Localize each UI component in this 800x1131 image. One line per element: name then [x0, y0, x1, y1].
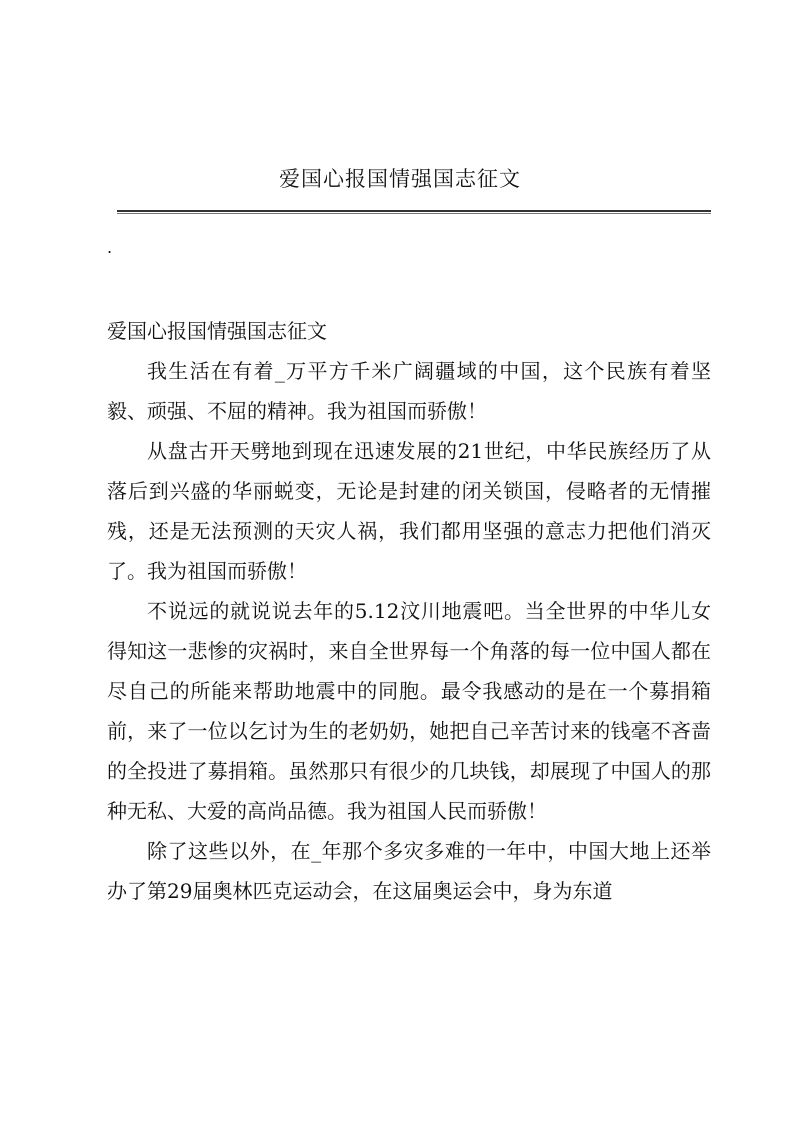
document-heading: 爱国心报国情强国志征文 [107, 319, 327, 343]
paragraph-1: 我生活在有着_万平方千米广阔疆域的中国，这个民族有着坚毅、顽强、不屈的精神。我为祖国而骄傲！ [107, 359, 711, 423]
paragraph-4: 除了这些以外，在_年那个多灾多难的一年中，中国大地上还举办了第29届奥林匹克运动会，在这届奥运会中，身为东道 [107, 839, 711, 903]
paragraph-2: 从盘古开天劈地到现在迅速发展的21世纪，中华民族经历了从落后到兴盛的华丽蜕变，无论是封建的闭关锁国，侵略者的无情摧残，还是无法预测的天灾人祸，我们都用坚强的意志力把他们消灭了。我为祖国而骄傲！ [107, 439, 711, 583]
document-body [107, 311, 711, 911]
paragraph-3: 不说远的就说说去年的5.12汶川地震吧。当全世界的中华儿女得知这一悲惨的灾祸时，来自全世界每一个角落的每一位中国人都在尽自己的所能来帮助地震中的同胞。最令我感动的是在一个募捐箱前，来了一位以乞讨为生的老奶奶，她把自己辛苦讨来的钱毫不吝啬的全投进了募捐箱。虽然那只有很少的几块钱，却展现了中国人的那种无私、大爱的高尚品德。我为祖国人民而骄傲！ [107, 599, 711, 823]
dot-marker: . [107, 238, 113, 257]
header-divider [117, 210, 711, 214]
page-title: 爱国心报国情强国志征文 [279, 167, 521, 191]
